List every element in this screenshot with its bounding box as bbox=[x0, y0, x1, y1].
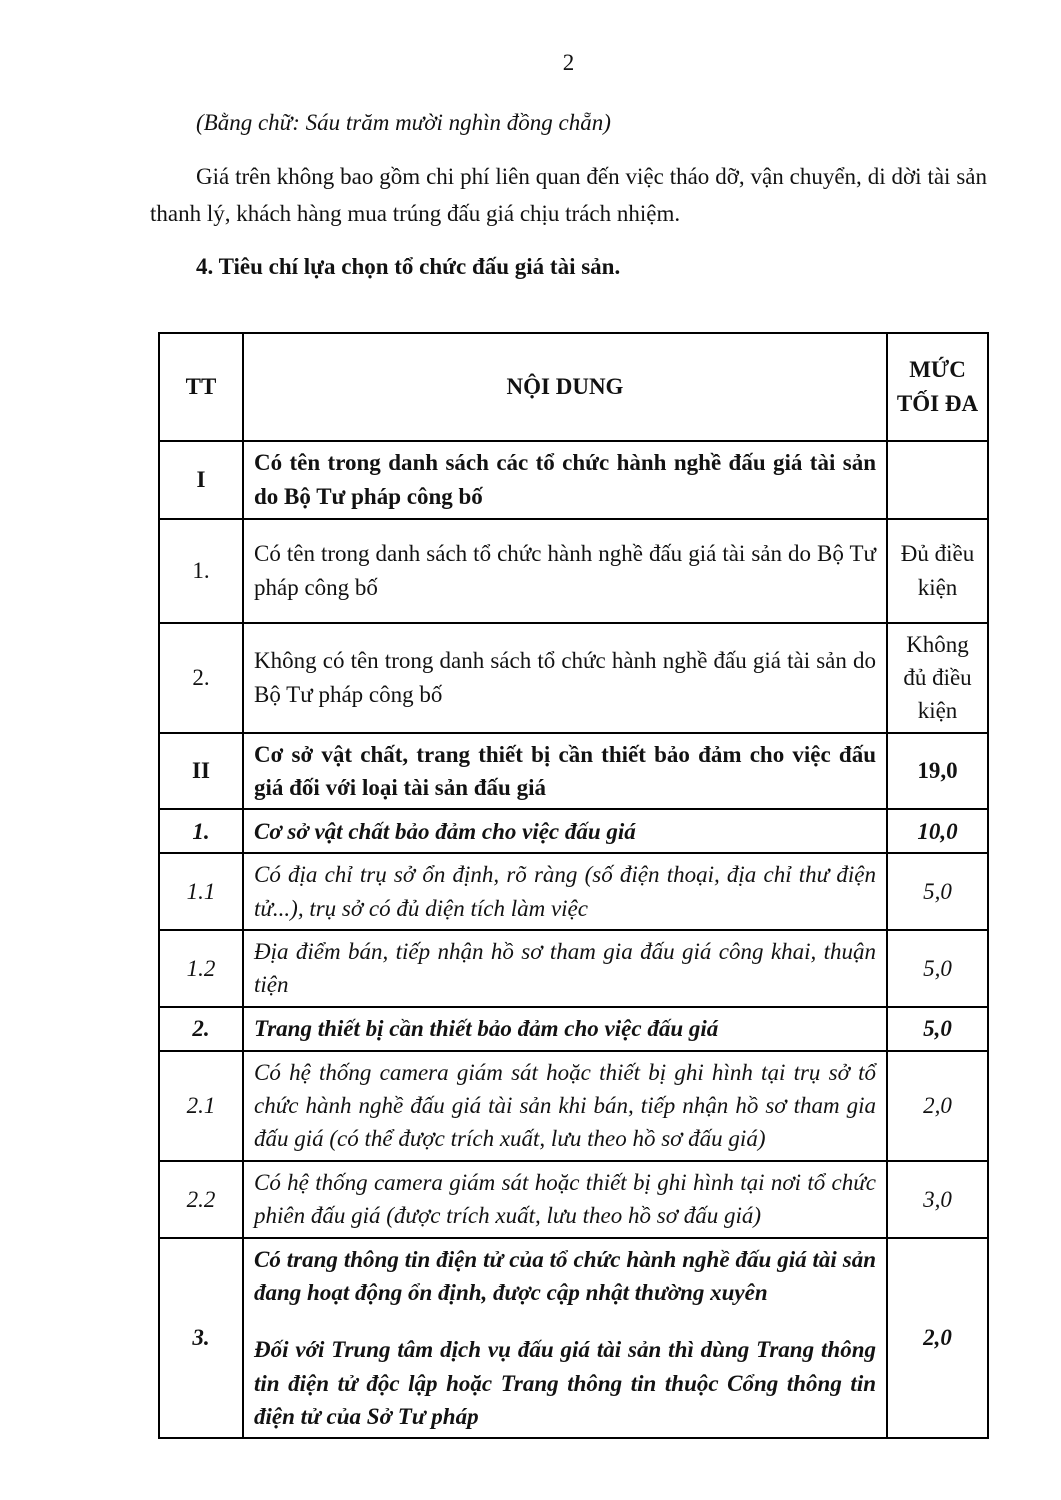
row-score-cell: 5,0 bbox=[887, 930, 988, 1007]
row-tt-cell: 1.2 bbox=[159, 930, 243, 1007]
table-row bbox=[159, 441, 988, 519]
row-tt-cell: 2.2 bbox=[159, 1161, 243, 1238]
table-row bbox=[159, 519, 988, 623]
row-tt-cell: 1. bbox=[159, 809, 243, 853]
row-score-cell bbox=[887, 441, 988, 519]
row-tt-cell: I bbox=[159, 441, 243, 519]
row-tt-cell: 2. bbox=[159, 1007, 243, 1051]
row-content-cell: Trang thiết bị cần thiết bảo đảm cho việc đấu giá bbox=[243, 1007, 887, 1051]
row-score-cell: Không đủ điều kiện bbox=[887, 623, 988, 733]
row-content-cell bbox=[243, 1238, 887, 1439]
row-content-cell: Cơ sở vật chất bảo đảm cho việc đấu giá bbox=[243, 809, 887, 853]
row-content-cell: Cơ sở vật chất, trang thiết bị cần thiết bảo đảm cho việc đấu giá đối với loại tài sản đấu giá bbox=[243, 733, 887, 810]
row-tt-cell: II bbox=[159, 733, 243, 810]
row-content-cell: Có hệ thống camera giám sát hoặc thiết bị ghi hình tại trụ sở tổ chức hành nghề đấu giá tài sản khi bán, tiếp nhận hồ sơ tham gia đấu giá (có thể được trích xuất, lưu theo hồ sơ đấu giá) bbox=[243, 1051, 887, 1161]
row-score-cell: Đủ điều kiện bbox=[887, 519, 988, 623]
row-score-cell: 19,0 bbox=[887, 733, 988, 810]
row-content-cell: Có địa chỉ trụ sở ổn định, rõ ràng (số điện thoại, địa chỉ thư điện tử...), trụ sở có đủ diện tích làm việc bbox=[243, 853, 887, 930]
row-content-paragraph-1: Có trang thông tin điện tử của tổ chức hành nghề đấu giá tài sản đang hoạt động ổn định, được cập nhật thường xuyên bbox=[254, 1246, 876, 1306]
row-score-cell: 10,0 bbox=[887, 809, 988, 853]
row-tt-cell: 1.1 bbox=[159, 853, 243, 930]
row-tt-cell: 1. bbox=[159, 519, 243, 623]
row-content-cell: Địa điểm bán, tiếp nhận hồ sơ tham gia đấu giá công khai, thuận tiện bbox=[243, 930, 887, 1007]
section-heading: 4. Tiêu chí lựa chọn tổ chức đấu giá tài sản. bbox=[196, 254, 621, 280]
row-content-cell: Không có tên trong danh sách tổ chức hành nghề đấu giá tài sản do Bộ Tư pháp công bố bbox=[243, 623, 887, 733]
header-tt: TT bbox=[159, 333, 243, 441]
row-score-cell: 3,0 bbox=[887, 1161, 988, 1238]
header-max-score: MỨC TỐI ĐA bbox=[887, 333, 988, 441]
row-score-cell: 5,0 bbox=[887, 1007, 988, 1051]
table-row bbox=[159, 853, 988, 930]
table-row bbox=[159, 1238, 988, 1439]
row-content-cell: Có hệ thống camera giám sát hoặc thiết bị ghi hình tại nơi tổ chức phiên đấu giá (được trích xuất, lưu theo hồ sơ đấu giá) bbox=[243, 1161, 887, 1238]
row-score-cell: 5,0 bbox=[887, 853, 988, 930]
row-content-cell: Có tên trong danh sách các tổ chức hành nghề đấu giá tài sản do Bộ Tư pháp công bố bbox=[243, 441, 887, 519]
row-tt-cell: 2.1 bbox=[159, 1051, 243, 1161]
row-content-paragraph-2: Đối với Trung tâm dịch vụ đấu giá tài sản thì dùng Trang thông tin điện tử độc lập hoặc Trang thông tin thuộc Cổng thông tin điện tử của Sở Tư pháp bbox=[254, 1337, 876, 1430]
page-number: 2 bbox=[562, 50, 575, 75]
table-header-row bbox=[159, 333, 988, 441]
table-row bbox=[159, 623, 988, 733]
table-row bbox=[159, 809, 988, 853]
intro-paragraph: Giá trên không bao gồm chi phí liên quan đến việc tháo dỡ, vận chuyển, di dời tài sản thanh lý, khách hàng mua trúng đấu giá chịu trách nhiệm. bbox=[150, 163, 987, 227]
table-row bbox=[159, 930, 988, 1007]
table-row bbox=[159, 1007, 988, 1051]
row-score-cell: 2,0 bbox=[887, 1238, 988, 1439]
row-content-cell: Có tên trong danh sách tổ chức hành nghề đấu giá tài sản do Bộ Tư pháp công bố bbox=[243, 519, 887, 623]
table-row bbox=[159, 733, 988, 810]
table-row bbox=[159, 1161, 988, 1238]
table-row bbox=[159, 1051, 988, 1161]
row-tt-cell: 3. bbox=[159, 1238, 243, 1439]
header-content: NỘI DUNG bbox=[243, 333, 887, 441]
criteria-table bbox=[158, 332, 989, 1440]
amount-in-words: (Bằng chữ: Sáu trăm mười nghìn đồng chẵn) bbox=[196, 110, 611, 135]
row-tt-cell: 2. bbox=[159, 623, 243, 733]
row-score-cell: 2,0 bbox=[887, 1051, 988, 1161]
